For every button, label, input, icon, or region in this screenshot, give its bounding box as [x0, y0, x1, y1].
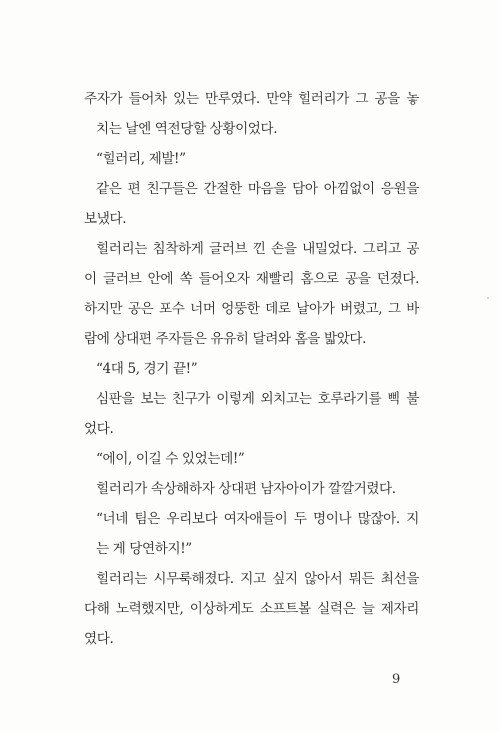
text-line: 하지만 공은 포수 너머 엉뚱한 데로 날아가 버렸고, 그 바 [84, 301, 419, 317]
text-line: 람에 상대편 주자들은 유유히 달려와 홈을 밟았다. [84, 331, 367, 347]
dialogue-line: “너네 팀은 우리보다 여자애들이 두 명이나 많잖아. 지 [96, 511, 419, 527]
page-number: 9 [392, 672, 401, 687]
dialogue-line: “에이, 이길 수 있었는데!” [96, 451, 245, 467]
body-text [84, 84, 419, 654]
text-line: 치는 날엔 역전당할 상황이었다. [96, 121, 278, 137]
text-line: 보냈다. [84, 211, 127, 227]
text-line: 심판을 보는 친구가 이렇게 외치고는 호루라기를 삑 불 [96, 391, 419, 407]
paper-speck [487, 297, 489, 299]
text-line: 였다. [84, 631, 114, 647]
dialogue-line: 는 게 당연하지!” [96, 541, 192, 557]
text-line: 힐러리는 시무룩해졌다. 지고 싶지 않아서 뭐든 최선을 [96, 571, 419, 587]
text-line: 다해 노력했지만, 이상하게도 소프트볼 실력은 늘 제자리 [84, 601, 419, 617]
dialogue-line: “힐러리, 제발!” [96, 151, 186, 167]
text-line: 힐러리가 속상해하자 상대편 남자아이가 깔깔거렸다. [96, 481, 396, 497]
text-line: 주자가 들어차 있는 만루였다. 만약 힐러리가 그 공을 놓 [84, 91, 419, 107]
text-line: 힐러리는 침착하게 글러브 낀 손을 내밀었다. 그리고 공 [96, 241, 419, 257]
text-line: 같은 편 친구들은 간절한 마음을 담아 아낌없이 응원을 [96, 181, 419, 197]
text-line: 었다. [84, 421, 114, 437]
text-line: 이 글러브 안에 쏙 들어오자 재빨리 홈으로 공을 던졌다. [84, 271, 419, 287]
dialogue-line: “4대 5, 경기 끝!” [96, 361, 198, 377]
